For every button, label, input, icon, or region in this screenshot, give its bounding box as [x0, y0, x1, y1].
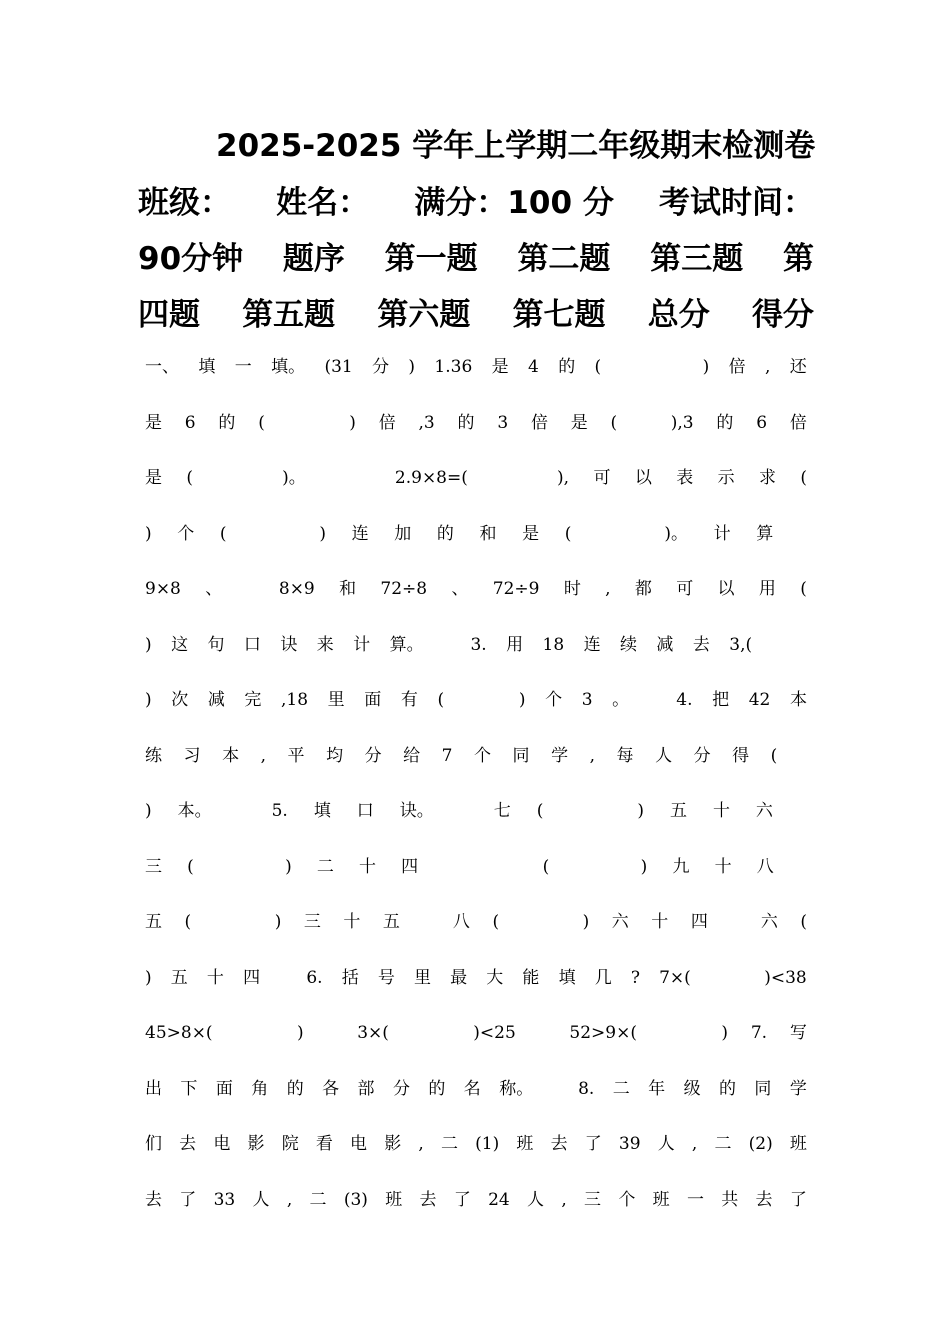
question-line — [145, 409, 807, 437]
question-line — [145, 686, 807, 714]
text-token: 角 — [251, 1079, 269, 1099]
text-token: 3. — [470, 635, 487, 655]
text-token: 把 — [712, 690, 730, 710]
text-token: ), — [557, 468, 570, 488]
text-token: 求 — [758, 468, 776, 488]
text-token: 十 — [651, 912, 669, 932]
text-token: ) — [702, 357, 710, 377]
text-token: 五 — [145, 912, 162, 932]
question-line — [145, 964, 807, 992]
text-token: ( — [564, 524, 572, 544]
text-token: 以 — [634, 468, 652, 488]
text-token: 二 — [309, 1190, 327, 1210]
text-token: 7. — [750, 1023, 768, 1043]
text-token: 本 — [222, 746, 240, 766]
text-token: 、 — [451, 579, 469, 599]
text-token: 是 — [522, 524, 540, 544]
text-token: 各 — [322, 1079, 340, 1099]
text-token: 去 — [692, 635, 710, 655]
text-token: 出 — [145, 1079, 162, 1099]
header-cell: 第二题 — [517, 241, 611, 277]
text-token: 是 — [145, 468, 162, 488]
text-token: 二 — [612, 1079, 630, 1099]
text-token: 可 — [593, 468, 611, 488]
question-line — [145, 853, 807, 881]
text-token: ( — [800, 468, 807, 488]
text-token: 倍 — [378, 413, 396, 433]
text-token: 分 — [364, 746, 382, 766]
text-token: 计 — [713, 524, 731, 544]
text-token: 院 — [281, 1134, 299, 1154]
text-token: (31 — [324, 357, 353, 377]
text-token: 能 — [522, 968, 540, 988]
text-token: 都 — [634, 579, 652, 599]
text-token: ( — [800, 579, 807, 599]
text-token: ) — [518, 690, 526, 710]
text-token: ) — [285, 857, 292, 877]
header-row-time-and-questions — [138, 239, 814, 279]
text-token: 9×8 — [145, 579, 181, 599]
text-token: 去 — [755, 1190, 773, 1210]
text-token: 3 — [497, 413, 509, 433]
text-token: 给 — [403, 746, 421, 766]
text-token: 号 — [377, 968, 395, 988]
text-token: 均 — [326, 746, 344, 766]
text-token: 的 — [718, 1079, 736, 1099]
text-token: 同 — [512, 746, 530, 766]
header-cell: 题序 — [282, 241, 345, 277]
text-token: 二 — [316, 857, 334, 877]
text-token: 以 — [717, 579, 735, 599]
text-token: 18 — [542, 635, 565, 655]
text-token: 示 — [717, 468, 735, 488]
text-token: 个 — [177, 524, 195, 544]
text-token: ) — [637, 801, 644, 821]
text-token: 72÷8 — [380, 579, 428, 599]
text-token: ( — [536, 801, 544, 821]
header-cell: 第一题 — [384, 241, 478, 277]
text-token: 电 — [350, 1134, 368, 1154]
text-token: 二 — [440, 1134, 458, 1154]
header-cell: 第三题 — [650, 241, 744, 277]
text-token: 是 — [145, 413, 162, 433]
text-token: 有 — [400, 690, 418, 710]
text-token: 共 — [721, 1190, 739, 1210]
text-token: 和 — [339, 579, 357, 599]
text-token: 了 — [789, 1190, 807, 1210]
text-token: 们 — [145, 1134, 162, 1154]
text-token: 里 — [414, 968, 431, 988]
text-token: 分 — [372, 357, 390, 377]
text-token: 人 — [527, 1190, 545, 1210]
text-token: ( — [542, 857, 550, 877]
text-token: 45>8×( — [145, 1023, 213, 1043]
text-token: 用 — [758, 579, 776, 599]
text-token: 个 — [545, 690, 563, 710]
text-token: 算。 — [389, 635, 424, 655]
text-token: 十 — [714, 857, 732, 877]
text-token: ( — [770, 746, 778, 766]
text-token: 四 — [243, 968, 261, 988]
text-token: 续 — [620, 635, 637, 655]
question-line — [145, 742, 807, 770]
text-token: 7×( — [659, 968, 691, 988]
text-token: ) — [145, 524, 152, 544]
text-token: 来 — [316, 635, 334, 655]
text-token: 计 — [353, 635, 371, 655]
question-line — [145, 1186, 807, 1214]
text-token: ) — [408, 357, 416, 377]
text-token: 学 — [551, 746, 569, 766]
text-token: 用 — [506, 635, 524, 655]
text-token: 每 — [616, 746, 634, 766]
text-token: 班 — [385, 1190, 403, 1210]
text-token: 看 — [315, 1134, 333, 1154]
text-token: 72÷9 — [492, 579, 540, 599]
text-token: 三 — [303, 912, 321, 932]
header-cell: 四题 — [138, 297, 200, 333]
text-token: 的 — [286, 1079, 304, 1099]
text-token: , — [561, 1190, 567, 1210]
text-token: 8×9 — [278, 579, 315, 599]
text-token: 1.36 — [434, 357, 473, 377]
header-row-score-table — [138, 295, 814, 335]
text-token: 五 — [170, 968, 188, 988]
question-line — [145, 353, 807, 381]
text-token: 的 — [558, 357, 576, 377]
text-token: 完 — [244, 690, 262, 710]
text-token: 一、 — [145, 357, 179, 377]
text-token: 诀。 — [399, 801, 434, 821]
text-token: 六 — [611, 912, 629, 932]
text-token: 减 — [207, 690, 225, 710]
text-token: 倍 — [530, 413, 548, 433]
text-token: 39 — [618, 1134, 641, 1154]
text-token: 影 — [384, 1134, 402, 1154]
text-token: 了 — [453, 1190, 471, 1210]
text-token: 里 — [327, 690, 345, 710]
text-token: 是 — [491, 357, 509, 377]
text-token: 学 — [789, 1079, 807, 1099]
text-token: 得 — [732, 746, 750, 766]
text-token: 4. — [676, 690, 693, 710]
text-token: , — [691, 1134, 698, 1154]
text-token: 倍 — [789, 413, 807, 433]
text-token: 了 — [179, 1190, 197, 1210]
text-token: ( — [610, 413, 618, 433]
text-token: ) — [145, 801, 152, 821]
text-token: 面 — [215, 1079, 233, 1099]
text-token: 填 — [558, 968, 576, 988]
text-token: 六 — [755, 801, 773, 821]
text-token: ? — [630, 968, 640, 988]
text-token: 次 — [171, 690, 189, 710]
text-token: 七 — [493, 801, 511, 821]
text-token: ( — [492, 912, 500, 932]
text-token: 填 — [198, 357, 216, 377]
text-token: 十 — [359, 857, 377, 877]
text-token: , — [764, 357, 771, 377]
text-token: 3,( — [729, 635, 753, 655]
text-token: 三 — [584, 1190, 602, 1210]
text-token: 班 — [789, 1134, 807, 1154]
text-token: 的 — [428, 1079, 446, 1099]
text-token: ,18 — [281, 690, 309, 710]
text-token: 下 — [180, 1079, 198, 1099]
text-token: , — [605, 579, 611, 599]
text-token: 3×( — [357, 1023, 389, 1043]
text-token: 2.9×8=( — [394, 468, 468, 488]
text-token: , — [286, 1190, 293, 1210]
header-cell: 考试时间： — [658, 185, 814, 221]
text-token: 九 — [672, 857, 690, 877]
text-token: 。 — [612, 690, 630, 710]
header-cell: 第七题 — [512, 297, 606, 333]
text-token: 八 — [756, 857, 774, 877]
text-token: ),3 — [670, 413, 694, 433]
text-token: 连 — [583, 635, 601, 655]
text-token: 八 — [452, 912, 470, 932]
text-token: 人 — [657, 1134, 675, 1154]
text-token: 52>9×( — [569, 1023, 637, 1043]
text-token: 分 — [693, 746, 711, 766]
text-token: ( — [258, 413, 265, 433]
text-token: ) — [145, 968, 152, 988]
question-line — [145, 908, 807, 936]
text-token: ) — [319, 524, 327, 544]
text-token: 表 — [676, 468, 694, 488]
text-token: 练 — [145, 746, 162, 766]
text-token: )<25 — [473, 1023, 516, 1043]
text-token: 8. — [578, 1079, 595, 1099]
text-token: 影 — [247, 1134, 265, 1154]
header-cell: 第 — [782, 241, 814, 277]
header-cell: 班级： — [138, 185, 231, 221]
text-token: ,3 — [418, 413, 435, 433]
text-token: 一 — [686, 1190, 704, 1210]
question-line — [145, 464, 807, 492]
question-line — [145, 1019, 807, 1047]
text-token: 算 — [756, 524, 774, 544]
text-token: 部 — [357, 1079, 375, 1099]
text-token: ) — [640, 857, 648, 877]
text-token: 分 — [392, 1079, 410, 1099]
text-token: 称。 — [499, 1079, 534, 1099]
text-token: , — [260, 746, 266, 766]
text-token: 是 — [570, 413, 588, 433]
text-token: ( — [187, 857, 194, 877]
text-token: ) — [721, 1023, 729, 1043]
header-cell: 90分钟 — [138, 241, 244, 277]
text-token: 一 — [234, 357, 252, 377]
text-token: 习 — [183, 746, 201, 766]
header-cell: 第五题 — [242, 297, 336, 333]
text-token: 最 — [450, 968, 468, 988]
text-token: 班 — [516, 1134, 534, 1154]
text-token: 6 — [756, 413, 768, 433]
text-token: 的 — [457, 413, 475, 433]
text-token: 个 — [474, 746, 492, 766]
text-token: 五 — [669, 801, 687, 821]
text-token: 人 — [252, 1190, 270, 1210]
text-token: 的 — [436, 524, 454, 544]
question-line — [145, 797, 807, 825]
text-token: 十 — [712, 801, 730, 821]
text-token: 班 — [652, 1190, 670, 1210]
text-token: 3 — [581, 690, 593, 710]
question-line — [145, 1130, 807, 1158]
header-cell: 姓名： — [276, 185, 370, 221]
header-row-class-info — [138, 183, 814, 223]
header-cell: 总分 — [647, 297, 710, 333]
text-token: 四 — [401, 857, 419, 877]
text-token: 十 — [343, 912, 361, 932]
text-token: 平 — [287, 746, 305, 766]
question-line — [145, 631, 807, 659]
text-token: 本。 — [177, 801, 212, 821]
text-token: (2) — [748, 1134, 773, 1154]
text-token: 33 — [213, 1190, 236, 1210]
question-line — [145, 575, 807, 603]
text-token: ) — [582, 912, 590, 932]
text-token: 这 — [171, 635, 189, 655]
text-token: 括 — [341, 968, 359, 988]
text-token: 本 — [789, 690, 807, 710]
text-token: ) — [145, 635, 152, 655]
text-token: 诀 — [280, 635, 298, 655]
text-token: ( — [184, 912, 192, 932]
text-token: ( — [800, 912, 807, 932]
text-token: 了 — [584, 1134, 602, 1154]
text-token: 填。 — [271, 357, 306, 377]
text-token: 可 — [676, 579, 694, 599]
text-token: 时 — [563, 579, 581, 599]
text-token: 三 — [145, 857, 162, 877]
text-token: ( — [437, 690, 445, 710]
text-token: )<38 — [764, 968, 807, 988]
exam-title: 2025-2025 学年上学期二年级期末检测卷 — [216, 128, 816, 164]
text-token: 去 — [419, 1190, 437, 1210]
text-token: )。 — [664, 524, 688, 544]
header-cell: 得分 — [751, 297, 814, 333]
text-token: 的 — [716, 413, 734, 433]
text-token: 人 — [655, 746, 673, 766]
text-token: ) — [296, 1023, 304, 1043]
question-line — [145, 520, 807, 548]
question-line — [145, 1075, 807, 1103]
text-token: 写 — [789, 1023, 807, 1043]
text-token: 十 — [206, 968, 224, 988]
text-token: ) — [274, 912, 282, 932]
text-token: , — [589, 746, 596, 766]
text-token: 6 — [184, 413, 196, 433]
text-token: )。 — [282, 468, 306, 488]
text-token: 4 — [528, 357, 539, 377]
text-token: 填 — [313, 801, 331, 821]
text-token: (3) — [343, 1190, 368, 1210]
text-token: 减 — [656, 635, 674, 655]
text-token: 六 — [760, 912, 778, 932]
text-token: 级 — [683, 1079, 701, 1099]
text-token: 大 — [486, 968, 504, 988]
text-token: ) — [145, 690, 152, 710]
text-token: 句 — [207, 635, 225, 655]
text-token: 面 — [364, 690, 382, 710]
text-token: 几 — [594, 968, 612, 988]
text-token: 倍 — [728, 357, 746, 377]
text-token: 连 — [351, 524, 369, 544]
text-token: 、 — [205, 579, 223, 599]
text-token: ( — [594, 357, 602, 377]
text-token: 加 — [394, 524, 412, 544]
text-token: 和 — [479, 524, 497, 544]
text-token: ( — [219, 524, 227, 544]
text-token: 去 — [179, 1134, 197, 1154]
text-token: ( — [186, 468, 194, 488]
header-cell: 第六题 — [377, 297, 471, 333]
text-token: 口 — [356, 801, 374, 821]
text-token: 电 — [213, 1134, 231, 1154]
text-token: 四 — [690, 912, 708, 932]
text-token: 名 — [463, 1079, 481, 1099]
text-token: 6. — [306, 968, 323, 988]
text-token: 还 — [789, 357, 807, 377]
text-token: 口 — [243, 635, 261, 655]
text-token: 7 — [441, 746, 453, 766]
text-token: 去 — [145, 1190, 162, 1210]
text-token: 个 — [618, 1190, 636, 1210]
text-token: 24 — [488, 1190, 510, 1210]
text-token: ) — [349, 413, 356, 433]
text-token: (1) — [475, 1134, 500, 1154]
text-token: 去 — [550, 1134, 568, 1154]
text-token: 五 — [382, 912, 400, 932]
text-token: 二 — [714, 1134, 732, 1154]
text-token: 的 — [218, 413, 236, 433]
text-token: 年 — [648, 1079, 666, 1099]
header-cell: 满分：100 分 — [414, 185, 614, 221]
text-token: 同 — [754, 1079, 772, 1099]
text-token: , — [418, 1134, 424, 1154]
text-token: 42 — [748, 690, 771, 710]
text-token: 5. — [271, 801, 288, 821]
